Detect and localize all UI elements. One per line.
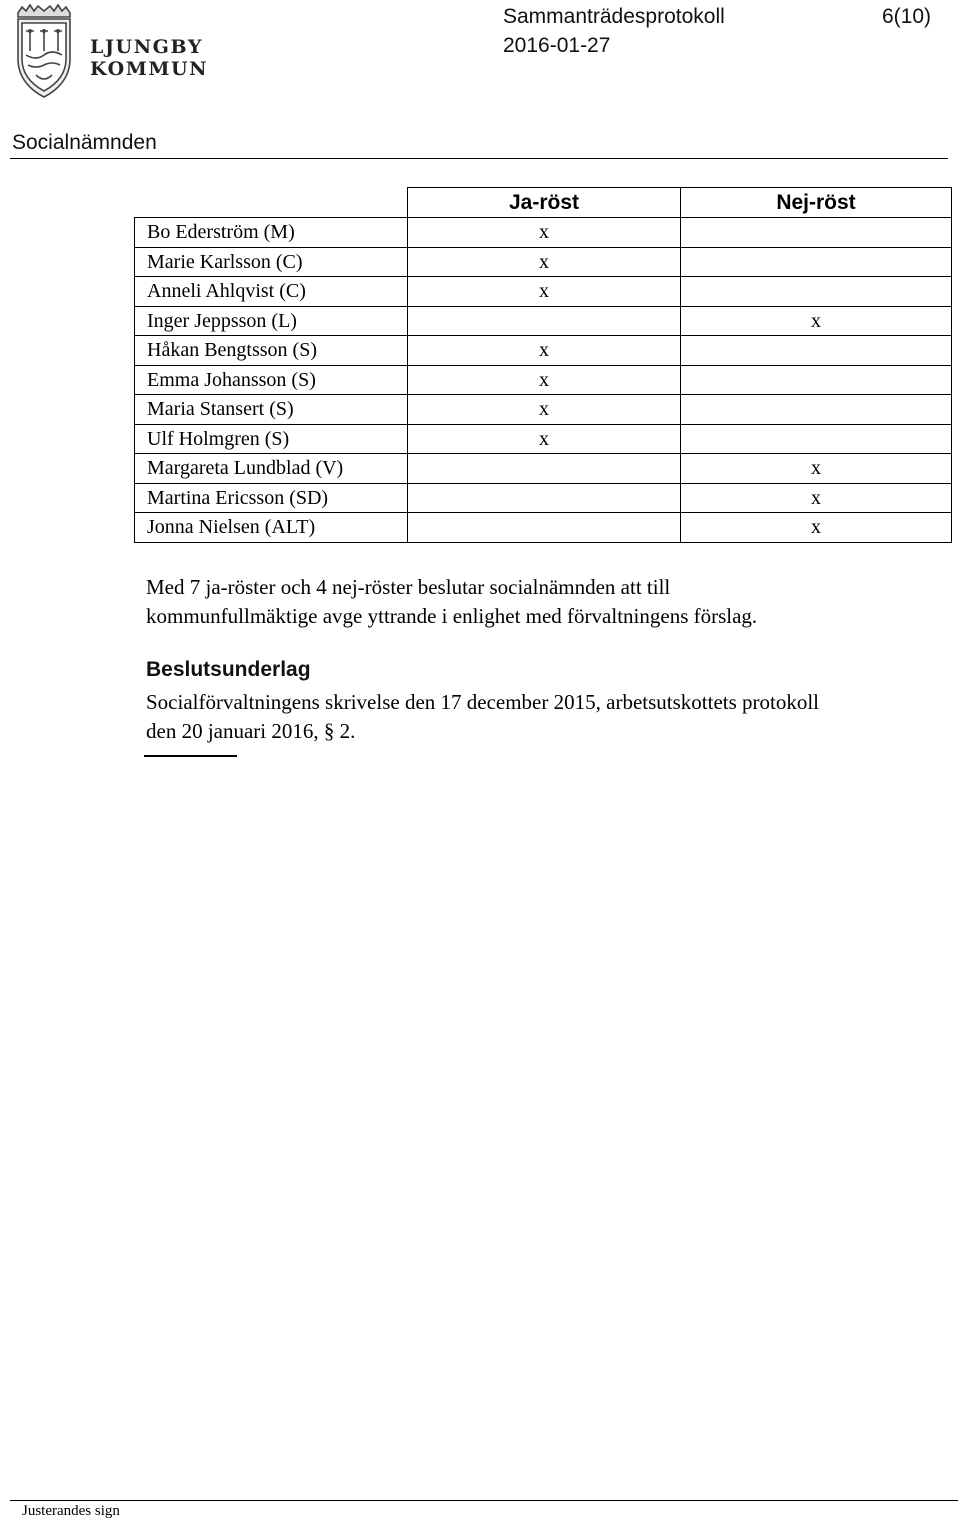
member-name-cell: Jonna Nielsen (ALT) bbox=[135, 513, 408, 543]
nej-vote-cell: x bbox=[681, 513, 952, 543]
nej-vote-cell bbox=[681, 247, 952, 277]
ja-vote-cell bbox=[408, 454, 681, 484]
ja-vote-cell bbox=[408, 513, 681, 543]
ja-vote-cell bbox=[408, 306, 681, 336]
member-name-cell: Inger Jeppsson (L) bbox=[135, 306, 408, 336]
vote-row bbox=[135, 513, 952, 543]
basis-line: den 20 januari 2016, § 2. bbox=[146, 719, 356, 743]
decision-line: kommunfullmäktige avge yttrande i enlighet med förvaltningens förslag. bbox=[146, 604, 758, 628]
member-name-cell: Ulf Holmgren (S) bbox=[135, 424, 408, 454]
member-name-cell: Maria Stansert (S) bbox=[135, 395, 408, 425]
basis-heading: Beslutsunderlag bbox=[146, 658, 311, 681]
vote-row bbox=[135, 424, 952, 454]
nej-vote-cell: x bbox=[681, 483, 952, 513]
signature-label: Justerandes sign bbox=[22, 1503, 120, 1519]
committee-name: Socialnämnden bbox=[12, 131, 157, 154]
member-name-cell: Margareta Lundblad (V) bbox=[135, 454, 408, 484]
member-name-cell: Martina Ericsson (SD) bbox=[135, 483, 408, 513]
vote-table bbox=[134, 187, 952, 543]
column-header-ja: Ja-röst bbox=[408, 188, 681, 218]
header-divider bbox=[10, 158, 948, 159]
ja-vote-cell: x bbox=[408, 277, 681, 307]
ja-vote-cell: x bbox=[408, 395, 681, 425]
vote-table-corner-cell bbox=[135, 188, 408, 218]
column-header-nej: Nej-röst bbox=[681, 188, 952, 218]
coat-of-arms-logo bbox=[12, 3, 76, 99]
nej-vote-cell bbox=[681, 365, 952, 395]
decision-line: Med 7 ja-röster och 4 nej-röster beslutar socialnämnden att till bbox=[146, 575, 671, 599]
member-name-cell: Marie Karlsson (C) bbox=[135, 247, 408, 277]
ja-vote-cell: x bbox=[408, 218, 681, 248]
municipality-name-line1: LJUNGBY bbox=[90, 36, 204, 58]
nej-vote-cell: x bbox=[681, 454, 952, 484]
nej-vote-cell: x bbox=[681, 306, 952, 336]
vote-table-header-row bbox=[135, 188, 952, 218]
ja-vote-cell bbox=[408, 483, 681, 513]
section-end-rule bbox=[144, 755, 237, 757]
ja-vote-cell: x bbox=[408, 365, 681, 395]
vote-row bbox=[135, 218, 952, 248]
ja-vote-cell: x bbox=[408, 336, 681, 366]
vote-row bbox=[135, 395, 952, 425]
member-name-cell: Håkan Bengtsson (S) bbox=[135, 336, 408, 366]
nej-vote-cell bbox=[681, 395, 952, 425]
vote-row bbox=[135, 483, 952, 513]
nej-vote-cell bbox=[681, 218, 952, 248]
nej-vote-cell bbox=[681, 277, 952, 307]
vote-row bbox=[135, 365, 952, 395]
document-date: 2016-01-27 bbox=[503, 34, 611, 57]
member-name-cell: Anneli Ahlqvist (C) bbox=[135, 277, 408, 307]
ja-vote-cell: x bbox=[408, 247, 681, 277]
page-number: 6(10) bbox=[882, 5, 932, 28]
vote-row bbox=[135, 247, 952, 277]
member-name-cell: Bo Ederström (M) bbox=[135, 218, 408, 248]
footer-divider bbox=[10, 1500, 958, 1501]
municipality-wordmark bbox=[90, 36, 208, 80]
municipality-name-line2: KOMMUN bbox=[90, 58, 209, 80]
document-type: Sammanträdesprotokoll bbox=[503, 5, 725, 28]
nej-vote-cell bbox=[681, 336, 952, 366]
vote-row bbox=[135, 336, 952, 366]
vote-row bbox=[135, 454, 952, 484]
decision-text bbox=[146, 573, 936, 631]
nej-vote-cell bbox=[681, 424, 952, 454]
vote-row bbox=[135, 277, 952, 307]
basis-text bbox=[146, 688, 946, 746]
ja-vote-cell: x bbox=[408, 424, 681, 454]
basis-line: Socialförvaltningens skrivelse den 17 december 2015, arbetsutskottets protokoll bbox=[146, 690, 820, 714]
vote-row bbox=[135, 306, 952, 336]
member-name-cell: Emma Johansson (S) bbox=[135, 365, 408, 395]
